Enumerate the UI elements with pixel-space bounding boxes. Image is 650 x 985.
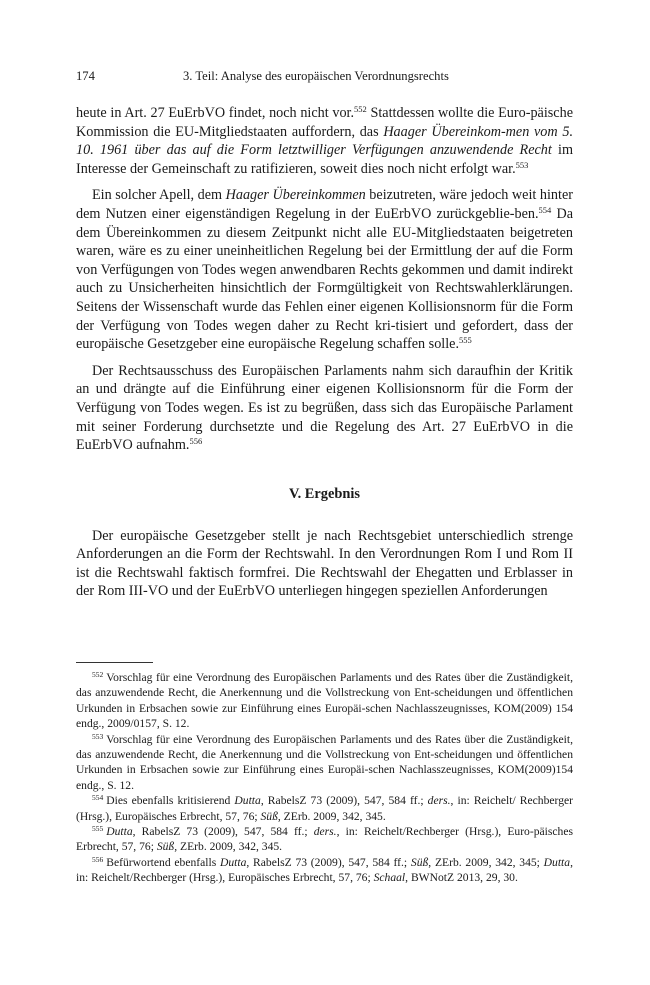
paragraph-3: Der Rechtsausschuss des Europäischen Parlaments nahm sich daraufhin der Kritik an und drängte auf die Einführung einer eigenen Kollisionsnorm für die Form der Verfügung von Todes wegen. Es ist zu begrüßen, dass sich das Europäische Parlament mit seiner Forderung durchsetzte und die Regelung des Art. 27 EuErbVO in die EuErbVO aufnahm.$^{556}$	[76, 362, 573, 454]
footnotes	[76, 670, 573, 886]
paragraph-1: heute in Art. 27 EuErbVO findet, noch nicht vor.$^{552}$ Stattdessen wollte die Euro-päische Kommission die EU-Mitgliedstaaten auffordern, das Haager Übereinkom-men vom 5. 10. 1961 über das auf die Form letztwilliger Verfügungen anzuwendende Recht im Interesse der Gemeinschaft zu ratifizieren, soweit dies noch nicht erfolgt war.$^{553}$	[76, 104, 573, 177]
author-name: ders.	[427, 794, 451, 808]
footnote-ref-553[interactable]: 553	[515, 159, 529, 170]
author-name: Dutta	[106, 825, 133, 839]
footnote-552: $^{552}$ Vorschlag für eine Verordnung des Europäischen Parlaments und des Rates über die Zuständigkeit, das anzuwendende Recht, die Anerkennung und die Vollstreckung von Ent-scheidungen und öffentlichen Urkunden in Erbsachen sowie zur Einführung eines Europäi-schen Nachlasszeugnisses, KOM(2009) 154 endg., 2009/0157, S. 12.	[76, 670, 573, 731]
footnote-554: $^{554}$ Dies ebenfalls kritisierend Dutta, RabelsZ 73 (2009), 547, 584 ff.; ders., in: Reichelt/ Rechberger (Hrsg.), Europäisches Erbrecht, 57, 76; Süß, ZErb. 2009, 342, 345.	[76, 793, 574, 823]
emphasis-title: Haager Übereinkommen	[225, 187, 366, 204]
author-name: Schaal	[373, 871, 406, 885]
author-name: Süß	[156, 840, 175, 854]
running-title: 3. Teil: Analyse des europäischen Verordnungsrechts	[183, 69, 449, 83]
footnote-ref-556[interactable]: 556	[189, 436, 203, 447]
author-name: Dutta	[234, 794, 261, 808]
running-head	[76, 68, 573, 84]
author-name: Dutta	[543, 855, 571, 869]
footnote-ref-554[interactable]: 554	[538, 204, 552, 215]
author-name: Süß	[410, 855, 429, 869]
footnote-divider	[76, 662, 153, 663]
body-text	[76, 104, 573, 601]
author-name: Süß	[260, 809, 278, 823]
footnote-553: $^{553}$ Vorschlag für eine Verordnung des Europäischen Parlaments und des Rates über die Zuständigkeit, das anzuwendende Recht, die Anerkennung und die Vollstreckung von Ent-scheidungen und öffentlichen Urkunden in Erbsachen sowie zur Einführung eines Europäi-schen Nachlasszeugnisses, KOM(2009)154 endg., S. 12.	[76, 731, 573, 792]
author-name: Dutta	[219, 855, 247, 869]
paragraph-4: Der europäische Gesetzgeber stellt je nach Rechtsgebiet unterschiedlich strenge Anforderungen an die Form der Rechtswahl. In den Verordnungen Rom I und Rom II ist die Rechtswahl faktisch formfrei. Die Rechtswahl der Ehegatten und Erblasser in der Rom III-VO und der EuErbVO unterliegen hingegen speziellen Anforderungen	[76, 527, 573, 600]
paragraph-2: Ein solcher Apell, dem Haager Übereinkommen beizutreten, wäre jedoch weit hinter dem Nutzen einer eigenständigen Regelung in der EuErbVO zurückgeblie-ben.$^{554}$ Da dem Übereinkommen zu diesem Zeitpunkt nicht alle EU-Mitgliedstaaten beigetreten waren, wäre es zu einer uneinheitlichen Regelung bei der Ermittlung der auf die Form von Verfügungen von Todes wegen anwendbaren Rechts gekommen und damit indirekt auch zu Unsicherheiten hinsichtlich der Formgültigkeit von Rechtswahlerklärungen. Seitens der Wissenschaft wurde das Fehlen einer eigenen Kollisionsnorm für die Form der Verfügung von Todes wegen daher zu Recht kri-tisiert und gefordert, dass der europäische Gesetzgeber eine europäische Regelung schaffen solle.$^{555}$	[76, 187, 573, 353]
section-heading: V. Ergebnis	[289, 485, 360, 502]
page-number: 174	[76, 69, 95, 83]
author-name: ders.	[313, 825, 337, 839]
footnote-556: $^{556}$ Befürwortend ebenfalls Dutta, RabelsZ 73 (2009), 547, 584 ff.; Süß, ZErb. 2009, 342, 345; Dutta, in: Reichelt/Rechberger (Hrsg.), Europäisches Erbrecht, 57, 76; Schaal, BWNotZ 2013, 29, 30.	[76, 854, 573, 885]
footnote-ref-555[interactable]: 555	[459, 335, 472, 346]
footnote-555: $^{555}$ Dutta, RabelsZ 73 (2009), 547, 584 ff.; ders., in: Reichelt/Rechberger (Hrsg.), Euro-päisches Erbrecht, 57, 76; Süß, ZErb. 2009, 342, 345.	[76, 824, 573, 854]
emphasis-title: Haager Übereinkom-men vom 5. 10. 1961 über das auf die Form letztwilliger Verfügungen anzuwendende Recht	[76, 123, 573, 159]
footnote-ref-552[interactable]: 552	[354, 104, 367, 114]
